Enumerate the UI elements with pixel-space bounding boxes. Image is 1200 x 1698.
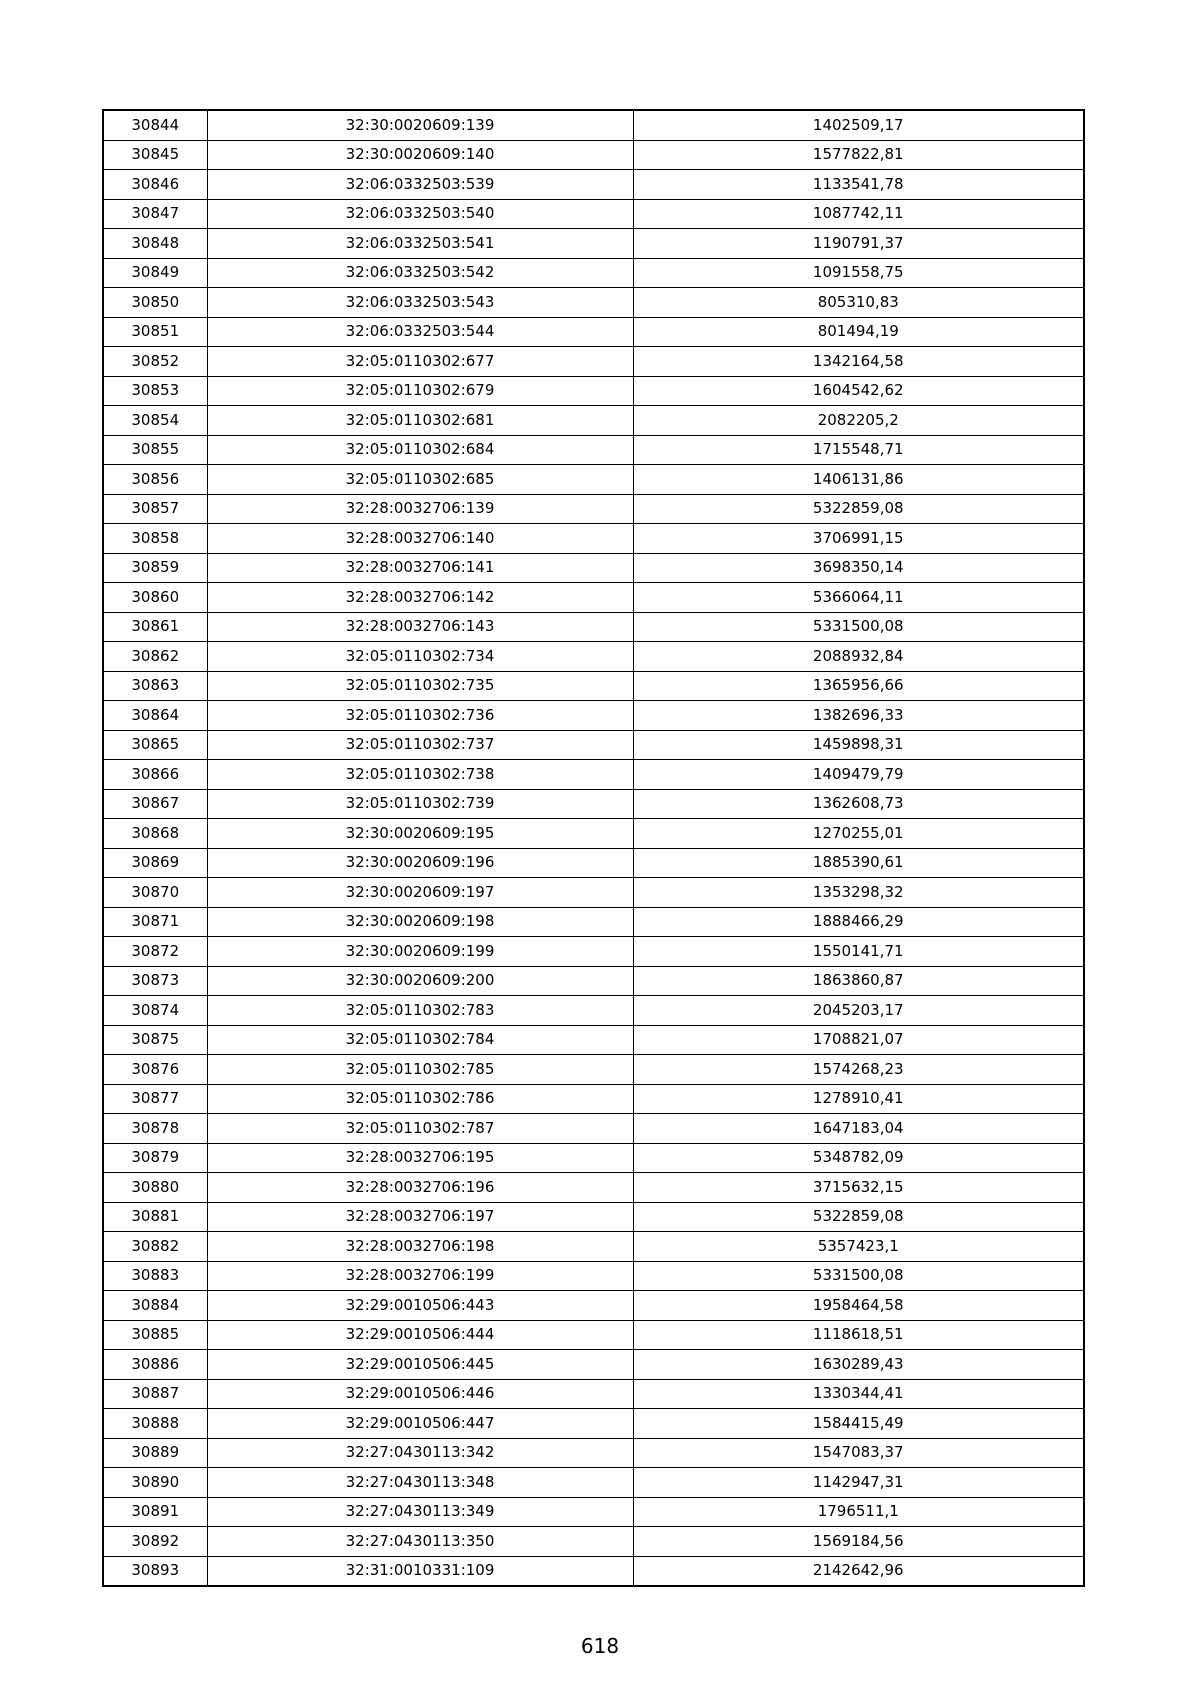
table-row — [103, 317, 1084, 347]
table-row — [103, 258, 1084, 288]
cadastral-number-cell: 32:05:0110302:735 — [207, 671, 633, 701]
cadastral-value-cell: 5322859,08 — [633, 1202, 1084, 1232]
row-number-cell: 30877 — [103, 1084, 207, 1114]
table-row — [103, 1261, 1084, 1291]
row-number-cell: 30848 — [103, 229, 207, 259]
row-number-cell: 30872 — [103, 937, 207, 967]
table-row — [103, 524, 1084, 554]
cadastral-number-cell: 32:30:0020609:140 — [207, 140, 633, 170]
cadastral-number-cell: 32:05:0110302:677 — [207, 347, 633, 377]
cadastral-number-cell: 32:28:0032706:196 — [207, 1173, 633, 1203]
row-number-cell: 30866 — [103, 760, 207, 790]
row-number-cell: 30873 — [103, 966, 207, 996]
cadastral-number-cell: 32:28:0032706:143 — [207, 612, 633, 642]
row-number-cell: 30852 — [103, 347, 207, 377]
row-number-cell: 30858 — [103, 524, 207, 554]
cadastral-value-cell: 2142642,96 — [633, 1556, 1084, 1586]
table-row — [103, 1114, 1084, 1144]
row-number-cell: 30888 — [103, 1409, 207, 1439]
row-number-cell: 30883 — [103, 1261, 207, 1291]
table-row — [103, 465, 1084, 495]
table-row — [103, 288, 1084, 318]
cadastral-value-cell: 1569184,56 — [633, 1527, 1084, 1557]
cadastral-number-cell: 32:29:0010506:447 — [207, 1409, 633, 1439]
cadastral-number-cell: 32:29:0010506:445 — [207, 1350, 633, 1380]
cadastral-number-cell: 32:06:0332503:543 — [207, 288, 633, 318]
cadastral-value-cell: 801494,19 — [633, 317, 1084, 347]
cadastral-number-cell: 32:05:0110302:681 — [207, 406, 633, 436]
cadastral-value-cell: 1365956,66 — [633, 671, 1084, 701]
cadastral-number-cell: 32:06:0332503:542 — [207, 258, 633, 288]
cadastral-value-cell: 2045203,17 — [633, 996, 1084, 1026]
table-row — [103, 1468, 1084, 1498]
cadastral-number-cell: 32:27:0430113:342 — [207, 1438, 633, 1468]
cadastral-number-cell: 32:29:0010506:443 — [207, 1291, 633, 1321]
cadastral-number-cell: 32:29:0010506:444 — [207, 1320, 633, 1350]
cadastral-number-cell: 32:05:0110302:736 — [207, 701, 633, 731]
cadastral-value-cell: 1885390,61 — [633, 848, 1084, 878]
row-number-cell: 30887 — [103, 1379, 207, 1409]
cadastral-value-cell: 1362608,73 — [633, 789, 1084, 819]
table-body — [103, 110, 1084, 1586]
table-row — [103, 612, 1084, 642]
table-row — [103, 583, 1084, 613]
cadastral-number-cell: 32:05:0110302:783 — [207, 996, 633, 1026]
row-number-cell: 30871 — [103, 907, 207, 937]
cadastral-number-cell: 32:28:0032706:142 — [207, 583, 633, 613]
cadastral-value-cell: 1353298,32 — [633, 878, 1084, 908]
table-row — [103, 878, 1084, 908]
row-number-cell: 30859 — [103, 553, 207, 583]
cadastral-value-cell: 1118618,51 — [633, 1320, 1084, 1350]
table-row — [103, 671, 1084, 701]
cadastral-number-cell: 32:30:0020609:198 — [207, 907, 633, 937]
cadastral-value-cell: 1958464,58 — [633, 1291, 1084, 1321]
cadastral-number-cell: 32:30:0020609:195 — [207, 819, 633, 849]
table-row — [103, 110, 1084, 140]
row-number-cell: 30844 — [103, 110, 207, 140]
table-row — [103, 1291, 1084, 1321]
page-number: 618 — [580, 1634, 620, 1658]
row-number-cell: 30879 — [103, 1143, 207, 1173]
cadastral-number-cell: 32:27:0430113:348 — [207, 1468, 633, 1498]
row-number-cell: 30884 — [103, 1291, 207, 1321]
table-row — [103, 701, 1084, 731]
cadastral-value-cell: 1409479,79 — [633, 760, 1084, 790]
cadastral-number-cell: 32:28:0032706:139 — [207, 494, 633, 524]
cadastral-value-cell: 1630289,43 — [633, 1350, 1084, 1380]
cadastral-number-cell: 32:28:0032706:140 — [207, 524, 633, 554]
cadastral-value-cell: 1647183,04 — [633, 1114, 1084, 1144]
row-number-cell: 30893 — [103, 1556, 207, 1586]
cadastral-number-cell: 32:29:0010506:446 — [207, 1379, 633, 1409]
cadastral-number-cell: 32:05:0110302:679 — [207, 376, 633, 406]
table-row — [103, 907, 1084, 937]
cadastral-number-cell: 32:30:0020609:196 — [207, 848, 633, 878]
cadastral-number-cell: 32:30:0020609:200 — [207, 966, 633, 996]
cadastral-value-cell: 1550141,71 — [633, 937, 1084, 967]
cadastral-value-cell: 2082205,2 — [633, 406, 1084, 436]
cadastral-value-cell: 1406131,86 — [633, 465, 1084, 495]
row-number-cell: 30881 — [103, 1202, 207, 1232]
cadastral-number-cell: 32:05:0110302:685 — [207, 465, 633, 495]
cadastral-value-cell: 3715632,15 — [633, 1173, 1084, 1203]
cadastral-value-cell: 1133541,78 — [633, 170, 1084, 200]
cadastral-number-cell: 32:05:0110302:787 — [207, 1114, 633, 1144]
row-number-cell: 30868 — [103, 819, 207, 849]
cadastral-number-cell: 32:05:0110302:684 — [207, 435, 633, 465]
table-row — [103, 937, 1084, 967]
table-row — [103, 1173, 1084, 1203]
table-row — [103, 1350, 1084, 1380]
cadastral-value-cell: 5348782,09 — [633, 1143, 1084, 1173]
row-number-cell: 30846 — [103, 170, 207, 200]
table-row — [103, 642, 1084, 672]
table-row — [103, 819, 1084, 849]
cadastral-number-cell: 32:28:0032706:198 — [207, 1232, 633, 1262]
cadastral-number-cell: 32:28:0032706:197 — [207, 1202, 633, 1232]
table-row — [103, 730, 1084, 760]
cadastral-value-cell: 5357423,1 — [633, 1232, 1084, 1262]
row-number-cell: 30863 — [103, 671, 207, 701]
table-row — [103, 1409, 1084, 1439]
cadastral-number-cell: 32:05:0110302:784 — [207, 1025, 633, 1055]
row-number-cell: 30855 — [103, 435, 207, 465]
table-row — [103, 1143, 1084, 1173]
cadastral-number-cell: 32:05:0110302:734 — [207, 642, 633, 672]
cadastral-value-cell: 1087742,11 — [633, 199, 1084, 229]
cadastral-value-cell: 1888466,29 — [633, 907, 1084, 937]
row-number-cell: 30870 — [103, 878, 207, 908]
cadastral-value-cell: 1342164,58 — [633, 347, 1084, 377]
table-row — [103, 1379, 1084, 1409]
table-row — [103, 406, 1084, 436]
cadastral-number-cell: 32:05:0110302:738 — [207, 760, 633, 790]
cadastral-number-cell: 32:05:0110302:739 — [207, 789, 633, 819]
cadastral-value-cell: 1574268,23 — [633, 1055, 1084, 1085]
cadastral-value-cell: 5366064,11 — [633, 583, 1084, 613]
row-number-cell: 30874 — [103, 996, 207, 1026]
cadastral-value-cell: 1715548,71 — [633, 435, 1084, 465]
row-number-cell: 30861 — [103, 612, 207, 642]
cadastral-value-cell: 1091558,75 — [633, 258, 1084, 288]
row-number-cell: 30860 — [103, 583, 207, 613]
row-number-cell: 30885 — [103, 1320, 207, 1350]
row-number-cell: 30890 — [103, 1468, 207, 1498]
table-row — [103, 848, 1084, 878]
cadastral-number-cell: 32:27:0430113:350 — [207, 1527, 633, 1557]
row-number-cell: 30889 — [103, 1438, 207, 1468]
cadastral-value-cell: 1142947,31 — [633, 1468, 1084, 1498]
cadastral-number-cell: 32:28:0032706:141 — [207, 553, 633, 583]
cadastral-value-cell: 1382696,33 — [633, 701, 1084, 731]
row-number-cell: 30892 — [103, 1527, 207, 1557]
cadastral-value-cell: 2088932,84 — [633, 642, 1084, 672]
table-row — [103, 760, 1084, 790]
table-row — [103, 1438, 1084, 1468]
table-row — [103, 1232, 1084, 1262]
table-row — [103, 1527, 1084, 1557]
cadastral-value-cell: 1459898,31 — [633, 730, 1084, 760]
table-row — [103, 1055, 1084, 1085]
cadastral-number-cell: 32:06:0332503:544 — [207, 317, 633, 347]
cadastral-number-cell: 32:05:0110302:737 — [207, 730, 633, 760]
row-number-cell: 30862 — [103, 642, 207, 672]
cadastral-value-cell: 1278910,41 — [633, 1084, 1084, 1114]
table-row — [103, 229, 1084, 259]
cadastral-value-cell: 1270255,01 — [633, 819, 1084, 849]
table-row — [103, 1025, 1084, 1055]
cadastral-value-cell: 1584415,49 — [633, 1409, 1084, 1439]
table-row — [103, 996, 1084, 1026]
table-row — [103, 347, 1084, 377]
table-row — [103, 376, 1084, 406]
row-number-cell: 30857 — [103, 494, 207, 524]
cadastral-value-cell: 1863860,87 — [633, 966, 1084, 996]
cadastral-value-cell: 3698350,14 — [633, 553, 1084, 583]
cadastral-value-cell: 5322859,08 — [633, 494, 1084, 524]
row-number-cell: 30850 — [103, 288, 207, 318]
cadastral-number-cell: 32:31:0010331:109 — [207, 1556, 633, 1586]
cadastral-number-cell: 32:06:0332503:540 — [207, 199, 633, 229]
table-row — [103, 170, 1084, 200]
table-row — [103, 1497, 1084, 1527]
row-number-cell: 30845 — [103, 140, 207, 170]
table-row — [103, 435, 1084, 465]
cadastral-number-cell: 32:30:0020609:199 — [207, 937, 633, 967]
row-number-cell: 30849 — [103, 258, 207, 288]
table-row — [103, 966, 1084, 996]
cadastral-number-cell: 32:30:0020609:139 — [207, 110, 633, 140]
cadastral-value-cell: 1708821,07 — [633, 1025, 1084, 1055]
cadastral-value-cell: 1796511,1 — [633, 1497, 1084, 1527]
row-number-cell: 30865 — [103, 730, 207, 760]
row-number-cell: 30886 — [103, 1350, 207, 1380]
row-number-cell: 30876 — [103, 1055, 207, 1085]
cadastral-number-cell: 32:30:0020609:197 — [207, 878, 633, 908]
table-row — [103, 1556, 1084, 1586]
cadastral-value-cell: 1330344,41 — [633, 1379, 1084, 1409]
cadastral-value-cell: 1402509,17 — [633, 110, 1084, 140]
row-number-cell: 30864 — [103, 701, 207, 731]
row-number-cell: 30880 — [103, 1173, 207, 1203]
cadastral-value-cell: 5331500,08 — [633, 1261, 1084, 1291]
row-number-cell: 30854 — [103, 406, 207, 436]
cadastral-number-cell: 32:05:0110302:786 — [207, 1084, 633, 1114]
cadastral-value-cell: 3706991,15 — [633, 524, 1084, 554]
table-row — [103, 789, 1084, 819]
table-row — [103, 1320, 1084, 1350]
row-number-cell: 30847 — [103, 199, 207, 229]
cadastral-value-cell: 5331500,08 — [633, 612, 1084, 642]
table-row — [103, 1084, 1084, 1114]
row-number-cell: 30851 — [103, 317, 207, 347]
cadastral-number-cell: 32:27:0430113:349 — [207, 1497, 633, 1527]
cadastral-value-cell: 1604542,62 — [633, 376, 1084, 406]
cadastral-value-cell: 1190791,37 — [633, 229, 1084, 259]
cadastral-number-cell: 32:06:0332503:539 — [207, 170, 633, 200]
cadastral-value-cell: 805310,83 — [633, 288, 1084, 318]
cadastral-value-table — [102, 109, 1085, 1587]
row-number-cell: 30891 — [103, 1497, 207, 1527]
row-number-cell: 30853 — [103, 376, 207, 406]
cadastral-number-cell: 32:05:0110302:785 — [207, 1055, 633, 1085]
row-number-cell: 30867 — [103, 789, 207, 819]
cadastral-value-cell: 1577822,81 — [633, 140, 1084, 170]
cadastral-value-cell: 1547083,37 — [633, 1438, 1084, 1468]
table-row — [103, 140, 1084, 170]
table-row — [103, 553, 1084, 583]
cadastral-number-cell: 32:06:0332503:541 — [207, 229, 633, 259]
row-number-cell: 30869 — [103, 848, 207, 878]
cadastral-number-cell: 32:28:0032706:195 — [207, 1143, 633, 1173]
row-number-cell: 30856 — [103, 465, 207, 495]
cadastral-number-cell: 32:28:0032706:199 — [207, 1261, 633, 1291]
row-number-cell: 30875 — [103, 1025, 207, 1055]
row-number-cell: 30878 — [103, 1114, 207, 1144]
table-row — [103, 199, 1084, 229]
table-row — [103, 1202, 1084, 1232]
table-row — [103, 494, 1084, 524]
row-number-cell: 30882 — [103, 1232, 207, 1262]
